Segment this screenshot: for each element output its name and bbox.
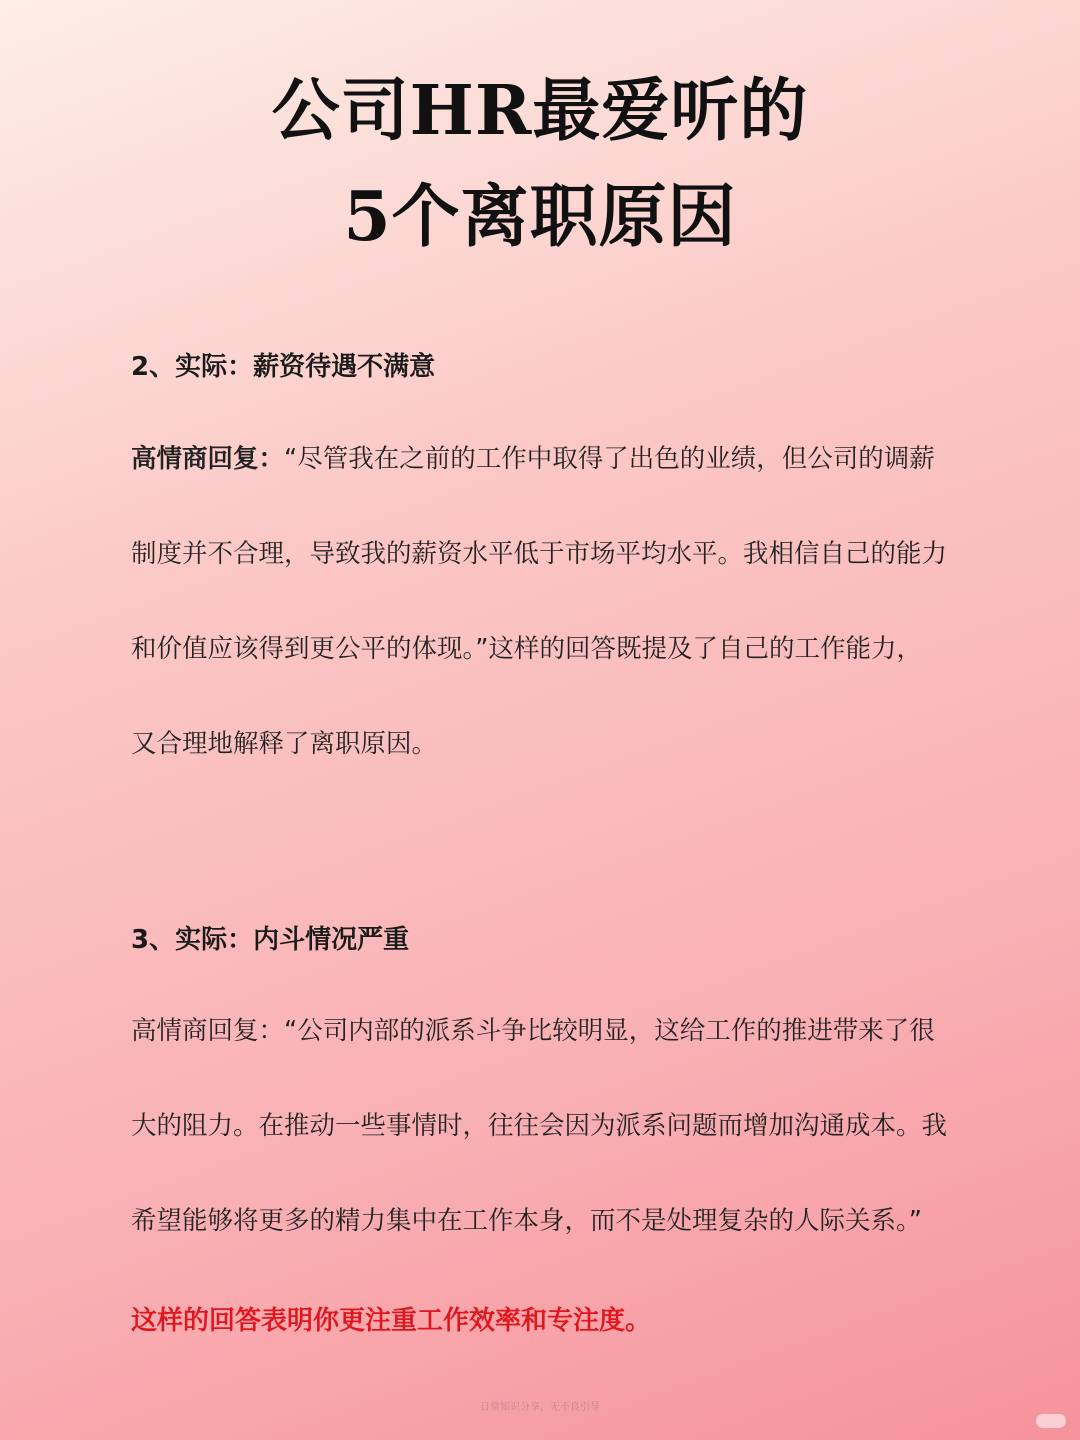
section-3-reply: [131, 984, 1001, 1269]
reply-line: 又合理地解释了离职原因。: [131, 729, 438, 759]
reply-line: 希望能够将更多的精力集中在工作本身，而不是处理复杂的人际关系。”: [131, 1206, 922, 1236]
page-title: [0, 58, 1080, 270]
section-2-heading: 2、实际：薪资待遇不满意: [131, 352, 436, 382]
watermark-badge: [1036, 1414, 1066, 1428]
section-2-reply: [131, 412, 1001, 792]
title-line-1: 公司HR最爱听的: [271, 71, 809, 151]
footer-disclaimer: 日常知识分享，无不良引导: [480, 1402, 600, 1413]
highlight-note: 这样的回答表明你更注重工作效率和专注度。: [131, 1306, 652, 1336]
reply-text: “公司内部的派系斗争比较明显，这给工作的推进带来了很: [284, 1016, 935, 1046]
reply-line: 大的阻力。在推动一些事情时，往往会因为派系问题而增加沟通成本。我: [131, 1111, 948, 1141]
reply-line: 制度并不合理，导致我的薪资水平低于市场平均水平。我相信自己的能力: [131, 539, 948, 569]
reply-label: 高情商回复：: [131, 1016, 285, 1046]
reply-line: [131, 984, 1001, 1079]
section-3-heading: 3、实际：内斗情况严重: [131, 925, 410, 955]
title-line-2: 5个离职原因: [343, 177, 737, 257]
reply-text: “尽管我在之前的工作中取得了出色的业绩，但公司的调薪: [284, 444, 935, 474]
reply-label: 高情商回复：: [131, 444, 285, 474]
reply-line: [131, 412, 1001, 507]
reply-line: 和价值应该得到更公平的体现。”这样的回答既提及了自己的工作能力，: [131, 634, 922, 664]
